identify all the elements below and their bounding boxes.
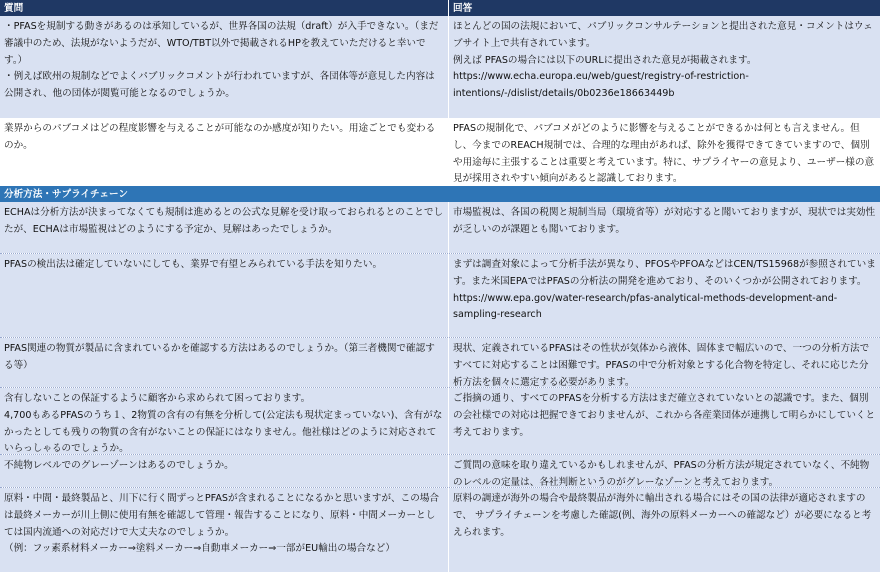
table-row	[0, 387, 880, 454]
answer-cell: 市場監視は、各国の税関と規制当局（環境省等）が対応すると聞いておりますが、現状では実効性が乏しいのが課題とも聞いております。	[448, 202, 880, 253]
answer-cell: ご質問の意味を取り違えているかもしれませんが、PFASの分析方法が規定されていなく、不純物のレベルの定量は、各社判断というのがグレーなゾーンと考えております。	[448, 455, 880, 487]
table-row	[0, 454, 880, 487]
answer-column-header: 回答	[448, 0, 880, 16]
table-row	[0, 487, 880, 572]
answer-cell: PFASの規制化で、パブコメがどのように影響を与えることができるかは何とも言えません。但し、今までのREACH規制では、合理的な理由があれば、除外を獲得できてきていますので、個別や用途毎に主張することは重要と考えています。特に、サプライヤーの意見より、ユーザー様の意見が採用されやすい傾向があると認識しております。	[448, 118, 880, 186]
section-header	[0, 186, 880, 202]
question-cell: PFASの検出法は確定していないにしても、業界で有望とみられている手法を知りたい。	[0, 254, 448, 337]
answer-cell: ほとんどの国の法規において、パブリックコンサルテーションと提出された意見・コメントはウェブサイト上で共有されています。 例えば PFASの場合には以下のURLに提出された意見が掲載されます。 https://www.echa.europa.eu/web/guest/registry-of-restriction-intentions/-/dislist/details/0b0236e18663449b	[448, 16, 880, 118]
question-column-header: 質問	[4, 3, 24, 14]
answer-cell: 原料の調達が海外の場合や最終製品が海外に輸出される場合にはその国の法律が適応されますので、 サプライチェーンを考慮した確認(例、海外の原料メーカーへの確認など）が必要になると考えられます。	[448, 488, 880, 572]
table-row	[0, 337, 880, 387]
table-row	[0, 202, 880, 253]
table-row	[0, 16, 880, 118]
table-header	[0, 0, 880, 16]
question-cell: ECHAは分析方法が決まってなくても規制は進めるとの公式な見解を受け取っておられるとのことでしたが、ECHAは市場監視はどのようにする予定か、見解はあったでしょうか。	[0, 202, 448, 253]
question-cell: 不純物レベルでのグレーゾーンはあるのでしょうか。	[0, 455, 448, 487]
table-row	[0, 118, 880, 186]
question-cell: PFAS関連の物質が製品に含まれているかを確認する方法はあるのでしょうか。（第三者機関で確認する等）	[0, 338, 448, 387]
answer-cell: ご指摘の通り、すべてのPFASを分析する方法はまだ確立されていないとの認識です。また、個別の会社様での対応は把握できておりませんが、これから各産業団体が連携して明らかにしていくと考えております。	[448, 388, 880, 454]
question-cell: 含有しないことの保証するように顧客から求められて困っております。 4,700もあるPFASのうち１、2物質の含有の有無を分析して(公定法も現状定まっていない)、含有がなかったとしても残りの物質の含有がないことの保証にはなりません。他社様はどのように対応されていらっしゃるのでしょうか。	[0, 388, 448, 454]
question-cell: 原料・中間・最終製品と、川下に行く間ずっとPFASが含まれることになるかと思いますが、この場合は最終メーカーが川上側に使用有無を確認して管理・報告することになり、原料・中間メーカーとしては国内流通への対応だけで大丈夫なのでしょうか。 （例：フッ素系材料メーカー⇒塗料メーカー⇒自動車メーカー⇒一部がEU輸出の場合など）	[0, 488, 448, 572]
section-title: 分析方法・サプライチェーン	[4, 189, 128, 200]
question-cell: 業界からのパブコメはどの程度影響を与えることが可能なのか感度が知りたい。用途ごとでも変わるのか。	[0, 118, 448, 186]
table-row	[0, 253, 880, 337]
answer-cell: 現状、定義されているPFASはその性状が気体から液体、固体まで幅広いので、一つの分析方法ですべてに対応することは困難です。PFASの中で分析対象とする化合物を特定し、それに応じた分析方法を個々に選定する必要があります。	[448, 338, 880, 387]
question-cell: ・PFASを規制する動きがあるのは承知しているが、世界各国の法規（draft）が入手できない。（まだ審議中のため、法規がないようだが、WTO/TBT以外で掲載されるHPを教えていただけると幸いです。） ・例えば欧州の規制などでよくパブリックコメントが行われていますが、各団体等が意見した内容は公開され、他の団体が閲覧可能となるのでしょうか。	[0, 16, 448, 118]
answer-cell: まずは調査対象によって分析手法が異なり、PFOSやPFOAなどはCEN/TS15968が参照されています。また米国EPAではPFASの分析法の開発を進めており、そのいくつかが公開されております。 https://www.epa.gov/water-research/pfas-analytical-methods-development-and-sampling-research	[448, 254, 880, 337]
